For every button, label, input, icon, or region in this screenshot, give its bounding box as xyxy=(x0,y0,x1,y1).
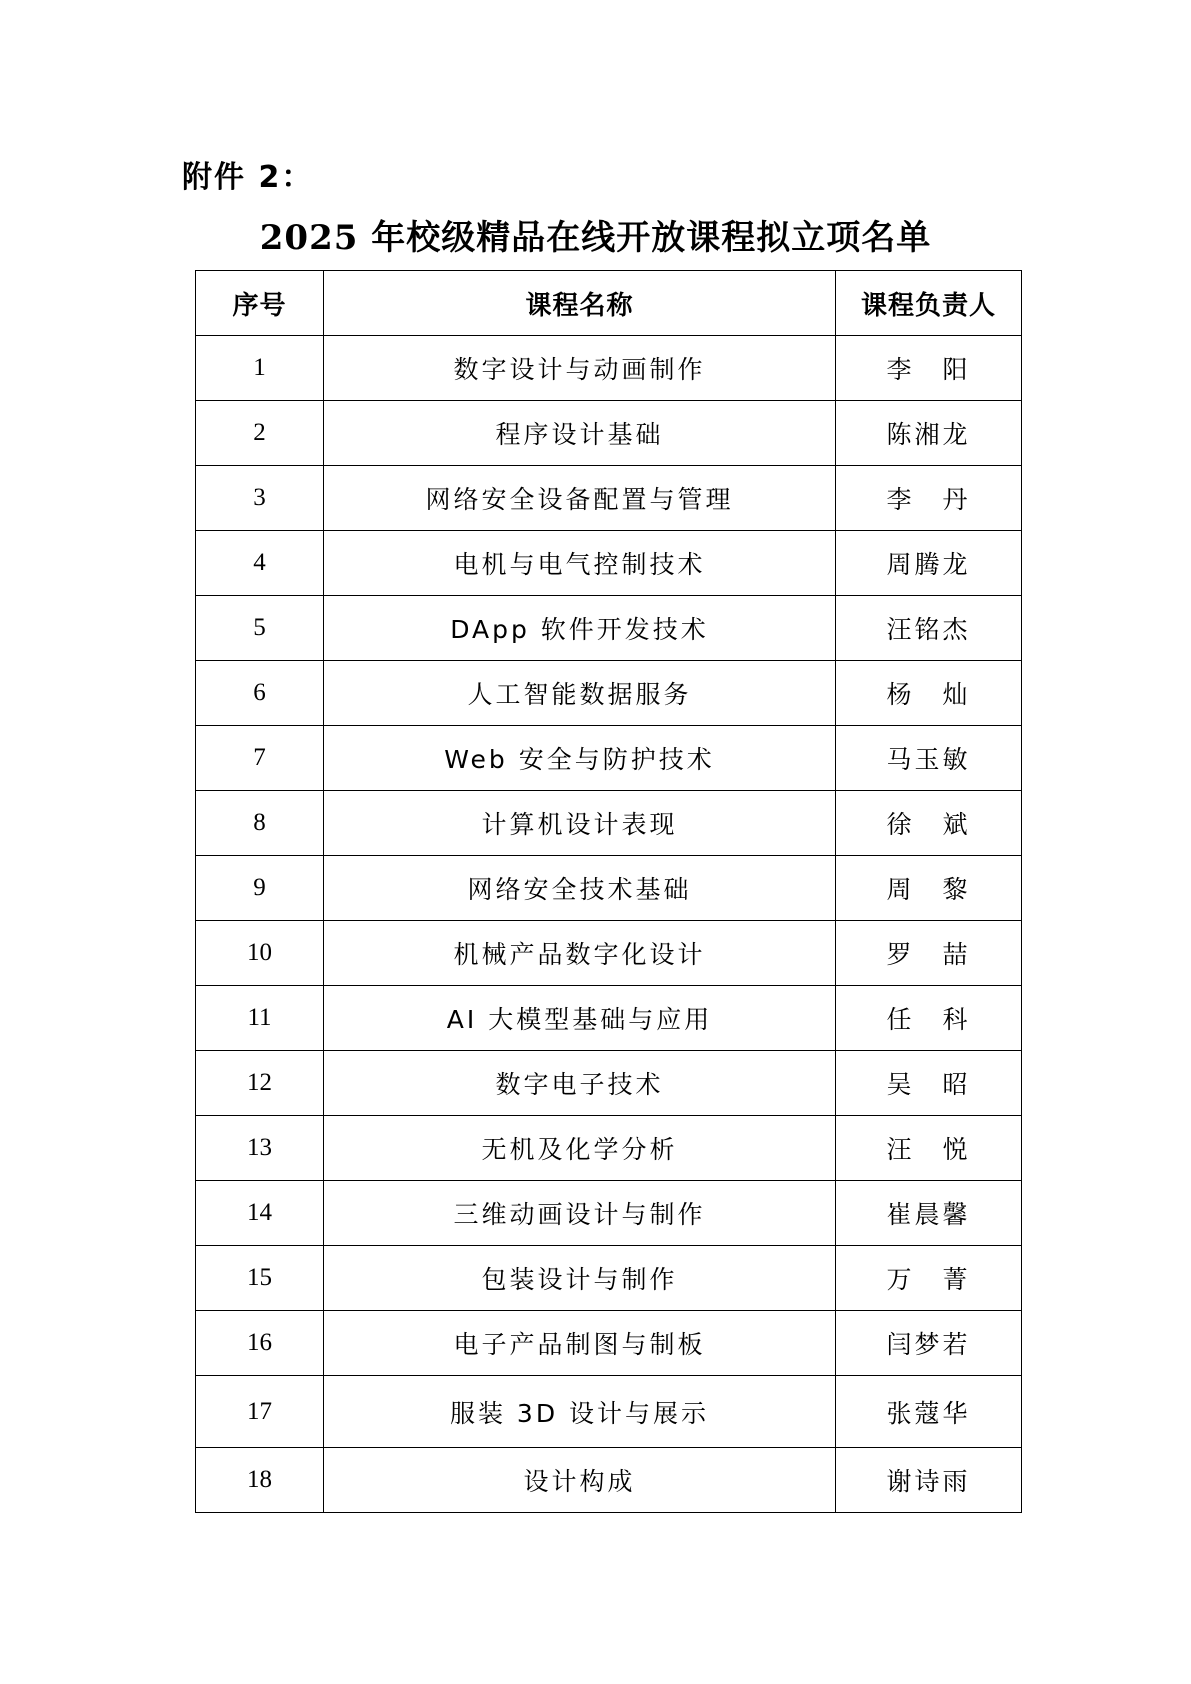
row-course-name: 服装 3D 设计与展示 xyxy=(324,1376,836,1448)
row-course-name: 三维动画设计与制作 xyxy=(324,1181,836,1246)
row-course-lead: 陈湘龙 xyxy=(836,401,1022,466)
row-course-lead: 闫梦若 xyxy=(836,1311,1022,1376)
row-course-name: 包装设计与制作 xyxy=(324,1246,836,1311)
row-course-lead: 李 阳 xyxy=(836,336,1022,401)
table-row xyxy=(196,466,1022,531)
row-serial-number: 15 xyxy=(196,1246,324,1311)
row-serial-number: 3 xyxy=(196,466,324,531)
table-row xyxy=(196,1376,1022,1448)
row-course-name: 电机与电气控制技术 xyxy=(324,531,836,596)
table-row xyxy=(196,596,1022,661)
table-row xyxy=(196,856,1022,921)
row-serial-number: 17 xyxy=(196,1376,324,1448)
row-course-lead: 徐 斌 xyxy=(836,791,1022,856)
table-header-row xyxy=(196,271,1022,336)
row-course-lead: 汪铭杰 xyxy=(836,596,1022,661)
row-serial-number: 2 xyxy=(196,401,324,466)
header-course-name: 课程名称 xyxy=(324,271,836,336)
table-row xyxy=(196,726,1022,791)
table-row xyxy=(196,661,1022,726)
row-course-lead: 张蔻华 xyxy=(836,1376,1022,1448)
row-course-name: 无机及化学分析 xyxy=(324,1116,836,1181)
row-serial-number: 7 xyxy=(196,726,324,791)
header-course-lead: 课程负责人 xyxy=(836,271,1022,336)
row-course-lead: 周腾龙 xyxy=(836,531,1022,596)
row-course-lead: 杨 灿 xyxy=(836,661,1022,726)
row-serial-number: 9 xyxy=(196,856,324,921)
row-course-lead: 谢诗雨 xyxy=(836,1448,1022,1513)
row-course-name: 设计构成 xyxy=(324,1448,836,1513)
row-course-name: AI 大模型基础与应用 xyxy=(324,986,836,1051)
row-serial-number: 16 xyxy=(196,1311,324,1376)
row-serial-number: 12 xyxy=(196,1051,324,1116)
row-serial-number: 1 xyxy=(196,336,324,401)
document-title: 2025 年校级精品在线开放课程拟立项名单 xyxy=(259,218,932,258)
row-course-lead: 马玉敏 xyxy=(836,726,1022,791)
row-serial-number: 5 xyxy=(196,596,324,661)
row-course-lead: 汪 悦 xyxy=(836,1116,1022,1181)
project-list-table xyxy=(195,270,1022,1513)
table-row xyxy=(196,401,1022,466)
row-course-name: 人工智能数据服务 xyxy=(324,661,836,726)
row-serial-number: 18 xyxy=(196,1448,324,1513)
row-serial-number: 6 xyxy=(196,661,324,726)
row-serial-number: 8 xyxy=(196,791,324,856)
table-row xyxy=(196,336,1022,401)
row-course-lead: 周 黎 xyxy=(836,856,1022,921)
row-course-name: 数字设计与动画制作 xyxy=(324,336,836,401)
row-course-name: 程序设计基础 xyxy=(324,401,836,466)
row-course-lead: 任 科 xyxy=(836,986,1022,1051)
header-serial-number: 序号 xyxy=(196,271,324,336)
row-serial-number: 11 xyxy=(196,986,324,1051)
table-row xyxy=(196,1311,1022,1376)
row-course-lead: 罗 喆 xyxy=(836,921,1022,986)
row-serial-number: 4 xyxy=(196,531,324,596)
row-course-name: DApp 软件开发技术 xyxy=(324,596,836,661)
row-serial-number: 13 xyxy=(196,1116,324,1181)
row-course-name: 数字电子技术 xyxy=(324,1051,836,1116)
row-serial-number: 14 xyxy=(196,1181,324,1246)
row-course-name: 机械产品数字化设计 xyxy=(324,921,836,986)
table-row xyxy=(196,986,1022,1051)
row-course-name: 网络安全设备配置与管理 xyxy=(324,466,836,531)
table-row xyxy=(196,531,1022,596)
row-course-name: 计算机设计表现 xyxy=(324,791,836,856)
table-row xyxy=(196,921,1022,986)
row-course-lead: 崔晨馨 xyxy=(836,1181,1022,1246)
row-course-name: Web 安全与防护技术 xyxy=(324,726,836,791)
table-row xyxy=(196,1051,1022,1116)
table-row xyxy=(196,791,1022,856)
row-course-lead: 吴 昭 xyxy=(836,1051,1022,1116)
row-course-lead: 万 菁 xyxy=(836,1246,1022,1311)
row-course-name: 网络安全技术基础 xyxy=(324,856,836,921)
row-serial-number: 10 xyxy=(196,921,324,986)
table-row xyxy=(196,1246,1022,1311)
row-course-lead: 李 丹 xyxy=(836,466,1022,531)
attachment-label: 附件 2： xyxy=(182,160,314,195)
table-row xyxy=(196,1181,1022,1246)
table-row xyxy=(196,1448,1022,1513)
row-course-name: 电子产品制图与制板 xyxy=(324,1311,836,1376)
table-row xyxy=(196,1116,1022,1181)
